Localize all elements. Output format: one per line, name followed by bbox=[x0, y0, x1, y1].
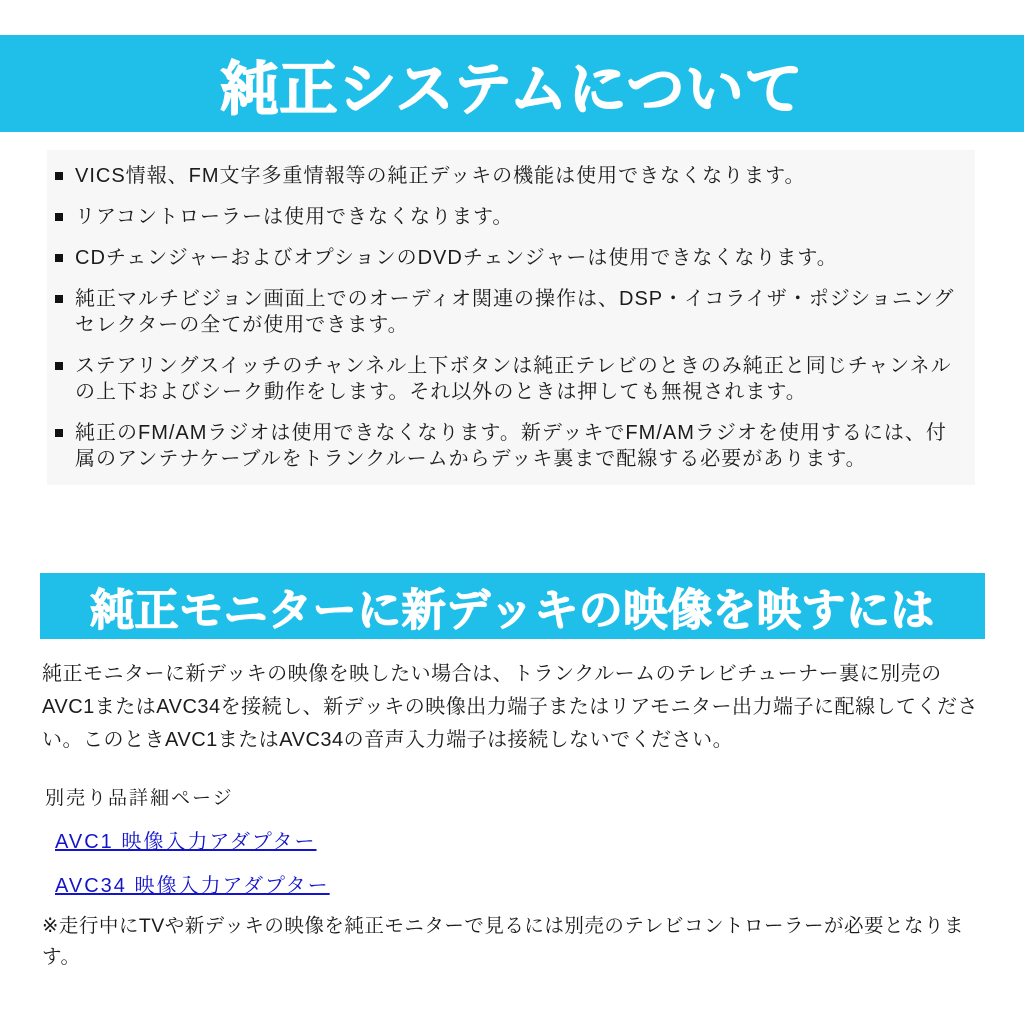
avc1-adapter-link[interactable]: AVC1 映像入力アダプター bbox=[55, 831, 317, 853]
list-item-text: 純正のFM/AMラジオは使用できなくなります。新デッキでFM/AMラジオを使用するには、付属のアンテナケーブルをトランクルームからデッキ裏まで配線する必要があります。 bbox=[75, 422, 947, 470]
list-item-text: 純正マルチビジョン画面上でのオーディオ関連の操作は、DSP・イコライザ・ポジショニングセレクターの全てが使用できます。 bbox=[75, 288, 955, 336]
monitor-output-title: 純正モニターに新デッキの映像を映すには bbox=[90, 586, 935, 635]
list-item bbox=[47, 204, 967, 230]
list-item bbox=[47, 163, 967, 189]
square-bullet-icon bbox=[55, 172, 63, 180]
list-item bbox=[47, 353, 967, 405]
genuine-system-notes-list bbox=[47, 163, 967, 472]
list-item bbox=[47, 286, 967, 338]
square-bullet-icon bbox=[55, 362, 63, 370]
square-bullet-icon bbox=[55, 213, 63, 221]
list-item bbox=[47, 245, 967, 271]
monitor-output-banner bbox=[40, 573, 985, 639]
avc34-adapter-link[interactable]: AVC34 映像入力アダプター bbox=[55, 875, 330, 897]
tv-controller-note: ※走行中にTVや新デッキの映像を純正モニターで見るには別売のテレビコントローラーが必要となります。 bbox=[42, 915, 964, 968]
genuine-system-notes-box bbox=[47, 150, 975, 485]
list-item-text: ステアリングスイッチのチャンネル上下ボタンは純正テレビのときのみ純正と同じチャンネルの上下およびシーク動作をします。それ以外のときは押しても無視されます。 bbox=[75, 355, 952, 403]
list-item-text: CDチェンジャーおよびオプションのDVDチェンジャーは使用できなくなります。 bbox=[75, 247, 838, 269]
list-item-text: リアコントローラーは使用できなくなります。 bbox=[75, 206, 514, 228]
list-item-text: VICS情報、FM文字多重情報等の純正デッキの機能は使用できなくなります。 bbox=[75, 165, 806, 187]
square-bullet-icon bbox=[55, 429, 63, 437]
genuine-system-title: 純正システムについて bbox=[220, 56, 804, 122]
square-bullet-icon bbox=[55, 295, 63, 303]
list-item bbox=[47, 420, 967, 472]
link-row bbox=[55, 825, 1024, 854]
square-bullet-icon bbox=[55, 254, 63, 262]
monitor-output-paragraph: 純正モニターに新デッキの映像を映したい場合は、トランクルームのテレビチューナー裏に別売のAVC1またはAVC34を接続し、新デッキの映像出力端子またはリアモニター出力端子に配線してください。このときAVC1またはAVC34の音声入力端子は接続しないでください。 bbox=[42, 663, 978, 751]
link-row bbox=[55, 869, 1024, 898]
optional-parts-label: 別売り品詳細ページ bbox=[45, 788, 234, 809]
genuine-system-banner bbox=[0, 35, 1024, 132]
